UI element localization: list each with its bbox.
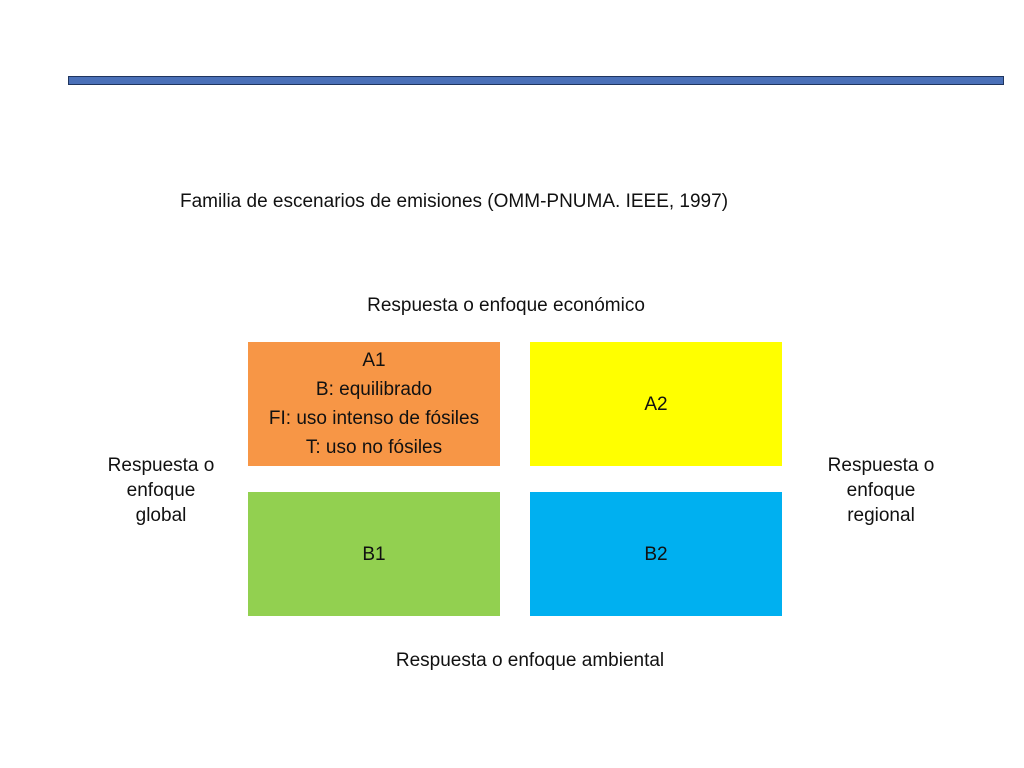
axis-label-right-line: regional: [847, 505, 915, 526]
axis-label-right: [796, 453, 966, 528]
axis-label-left-line: Respuesta o: [107, 455, 215, 476]
quadrant-a2-label: A2: [644, 393, 668, 415]
axis-label-right-line: Respuesta o: [827, 455, 935, 476]
quadrant-a1-line: B: equilibrado: [315, 379, 433, 400]
quadrant-b1-label: B1: [362, 543, 386, 565]
quadrant-b2: [530, 492, 782, 616]
quadrant-a1-line: FI: uso intenso de fósiles: [268, 408, 480, 429]
axis-label-left: [76, 453, 246, 528]
axis-label-bottom: Respuesta o enfoque ambiental: [395, 650, 665, 671]
quadrant-b2-label: B2: [644, 543, 668, 565]
axis-label-left-line: enfoque: [126, 480, 196, 501]
top-divider-rule: [68, 76, 1004, 85]
quadrant-a1-line: T: uso no fósiles: [305, 437, 443, 458]
quadrant-a1-label: A1: [362, 350, 386, 371]
axis-label-top: Respuesta o enfoque económico: [367, 295, 645, 316]
axis-label-left-line: global: [135, 505, 187, 526]
axis-label-right-line: enfoque: [846, 480, 916, 501]
quadrant-b1: [248, 492, 500, 616]
quadrant-a2: [530, 342, 782, 466]
quadrant-a1: [248, 342, 500, 466]
page-title: Familia de escenarios de emisiones (OMM-PNUMA. IEEE, 1997): [180, 191, 729, 212]
